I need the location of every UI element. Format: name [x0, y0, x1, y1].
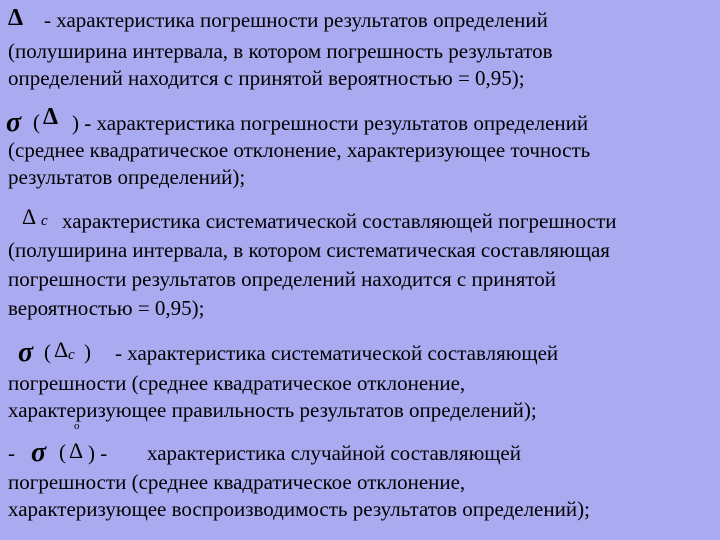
sigma-symbol: σ [6, 107, 22, 138]
definition-2-line-3: результатов определений); [8, 165, 246, 189]
definition-5-line-3: характеризующее воспроизводимость результатов определений); [8, 497, 590, 521]
delta-symbol: Δ [22, 204, 37, 229]
definition-5-line-2: погрешности (среднее квадратическое отклонение, [8, 470, 466, 494]
definition-1-line-2: (полуширина интервала, в котором погрешность результатов [8, 39, 553, 63]
definition-3-line-1: характеристика систематической составляющей погрешности [62, 209, 617, 233]
definition-2-line-1: ) - характеристика погрешности результатов определений [72, 111, 589, 135]
ring-accent: o [74, 420, 80, 432]
subscript-c: c [68, 347, 75, 363]
dash: - [8, 441, 15, 465]
open-paren: ( [33, 110, 40, 134]
delta-symbol: Δ [43, 104, 59, 130]
open-paren: ( [44, 340, 51, 364]
definition-4-line-3: характеризующее правильность результатов определений); [8, 398, 537, 422]
definition-1-line-3: определений находится с принятой вероятностью = 0,95); [8, 66, 525, 90]
definition-4-line-1: - характеристика систематической составляющей [115, 341, 559, 365]
definition-5-line-1: характеристика случайной составляющей [147, 441, 521, 465]
sigma-symbol: σ [31, 437, 47, 468]
definition-3-line-3: погрешности результатов определений находится с принятой [8, 267, 557, 291]
definition-1-line-1: - характеристика погрешности результатов определений [44, 8, 548, 32]
open-paren: ( [59, 440, 66, 464]
definition-5-close: ) - [88, 441, 108, 465]
delta-symbol: Δ [69, 438, 84, 463]
definition-3-line-2: (полуширина интервала, в котором систематическая составляющая [8, 238, 610, 262]
delta-symbol: Δ [54, 337, 69, 362]
sigma-symbol: σ [18, 337, 34, 368]
delta-symbol: Δ [8, 5, 24, 31]
definition-3-line-4: вероятностью = 0,95); [8, 296, 205, 320]
definition-2-line-2: (среднее квадратическое отклонение, характеризующее точность [8, 138, 591, 162]
close-paren: ) [84, 340, 91, 364]
subscript-c: c [41, 213, 48, 229]
definition-4-line-2: погрешности (среднее квадратическое отклонение, [8, 371, 466, 395]
